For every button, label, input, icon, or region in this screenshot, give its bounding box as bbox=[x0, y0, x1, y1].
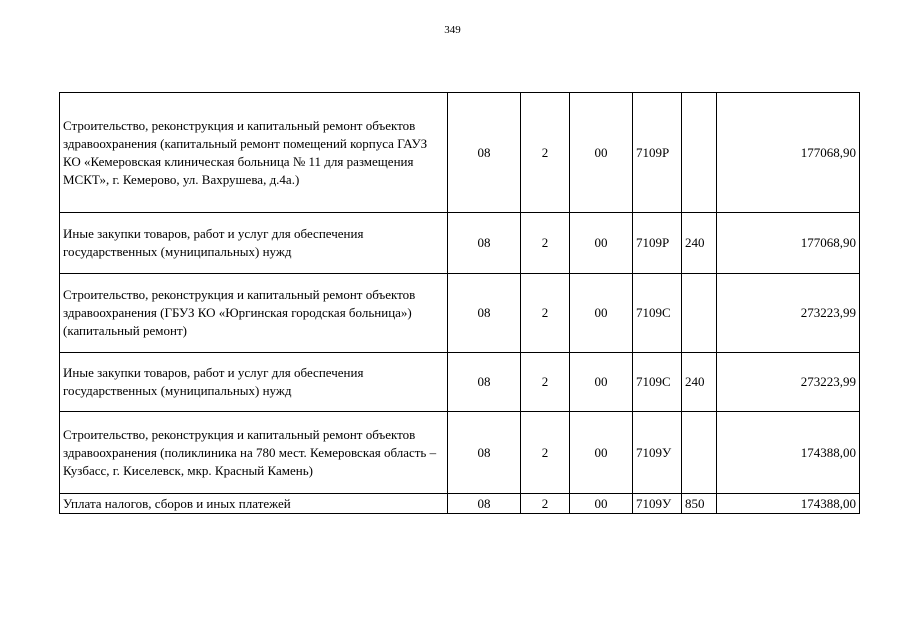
table-row bbox=[60, 93, 860, 213]
row-section: 08 bbox=[448, 213, 521, 274]
row-subsection: 2 bbox=[521, 494, 570, 514]
row-expense-type: 240 bbox=[682, 213, 717, 274]
row-expense-type bbox=[682, 93, 717, 213]
row-subsection: 2 bbox=[521, 93, 570, 213]
row-direction: 7109С bbox=[633, 353, 682, 412]
row-section: 08 bbox=[448, 274, 521, 353]
table-row bbox=[60, 412, 860, 494]
row-name: Строительство, реконструкция и капитальный ремонт объектов здравоохранения (капитальный ремонт помещений корпуса ГАУЗ КО «Кемеровская клиническая больница № 11 для размещения МСКТ», г. Кемерово, ул. Вахрушева, д.4а.) bbox=[60, 93, 448, 213]
row-program: 00 bbox=[570, 412, 633, 494]
row-direction: 7109У bbox=[633, 494, 682, 514]
row-amount: 177068,90 bbox=[717, 213, 860, 274]
row-expense-type: 240 bbox=[682, 353, 717, 412]
row-direction: 7109У bbox=[633, 412, 682, 494]
row-subsection: 2 bbox=[521, 353, 570, 412]
row-amount: 273223,99 bbox=[717, 274, 860, 353]
row-section: 08 bbox=[448, 412, 521, 494]
row-name: Строительство, реконструкция и капитальный ремонт объектов здравоохранения (поликлиника на 780 мест. Кемеровская область – Кузбасс, г. Киселевск, мкр. Красный Камень) bbox=[60, 412, 448, 494]
row-amount: 174388,00 bbox=[717, 412, 860, 494]
row-section: 08 bbox=[448, 494, 521, 514]
row-section: 08 bbox=[448, 93, 521, 213]
row-amount: 174388,00 bbox=[717, 494, 860, 514]
row-direction: 7109Р bbox=[633, 93, 682, 213]
row-expense-type: 850 bbox=[682, 494, 717, 514]
budget-table bbox=[59, 92, 860, 514]
row-program: 00 bbox=[570, 353, 633, 412]
table-row bbox=[60, 213, 860, 274]
row-expense-type bbox=[682, 412, 717, 494]
row-program: 00 bbox=[570, 93, 633, 213]
row-subsection: 2 bbox=[521, 412, 570, 494]
row-subsection: 2 bbox=[521, 274, 570, 353]
row-direction: 7109Р bbox=[633, 213, 682, 274]
table-row bbox=[60, 274, 860, 353]
table-row bbox=[60, 353, 860, 412]
row-expense-type bbox=[682, 274, 717, 353]
row-program: 00 bbox=[570, 274, 633, 353]
row-name: Иные закупки товаров, работ и услуг для обеспечения государственных (муниципальных) нужд bbox=[60, 353, 448, 412]
row-amount: 273223,99 bbox=[717, 353, 860, 412]
table-row bbox=[60, 494, 860, 514]
row-program: 00 bbox=[570, 494, 633, 514]
row-name: Строительство, реконструкция и капитальный ремонт объектов здравоохранения (ГБУЗ КО «Юргинская городская больница») (капитальный ремонт) bbox=[60, 274, 448, 353]
page-number: 349 bbox=[444, 24, 461, 36]
row-amount: 177068,90 bbox=[717, 93, 860, 213]
row-direction: 7109С bbox=[633, 274, 682, 353]
row-subsection: 2 bbox=[521, 213, 570, 274]
row-name: Уплата налогов, сборов и иных платежей bbox=[60, 494, 448, 514]
row-section: 08 bbox=[448, 353, 521, 412]
row-program: 00 bbox=[570, 213, 633, 274]
row-name: Иные закупки товаров, работ и услуг для обеспечения государственных (муниципальных) нужд bbox=[60, 213, 448, 274]
